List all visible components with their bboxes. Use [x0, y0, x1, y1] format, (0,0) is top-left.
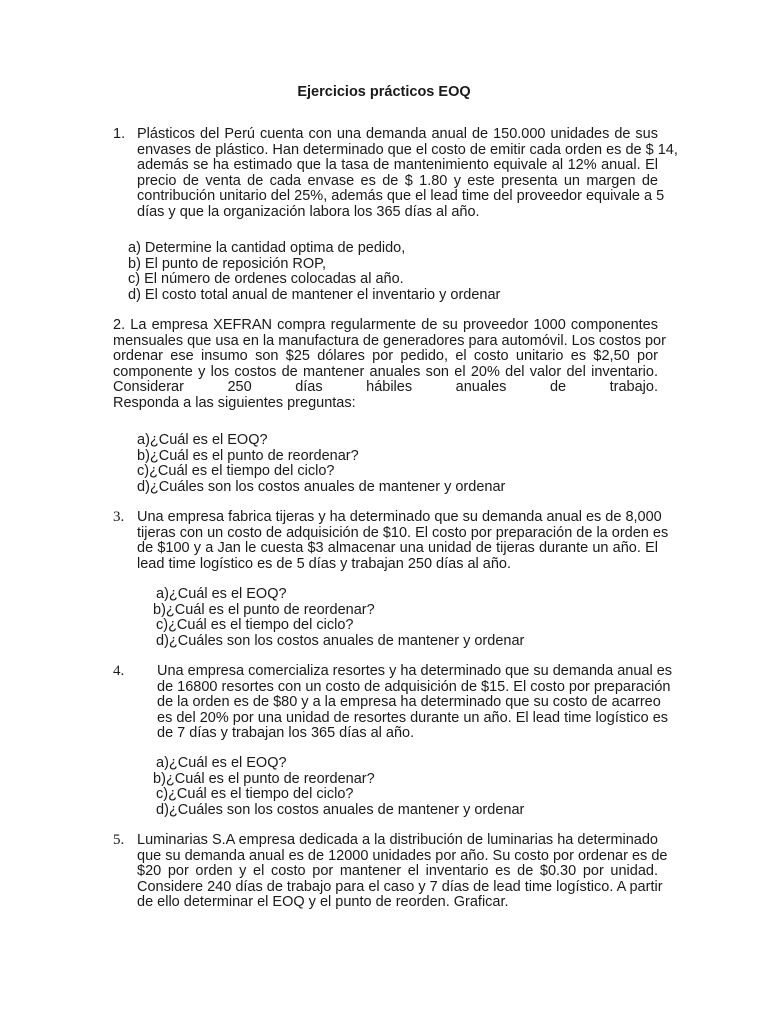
exercise-3-line: tijeras con un costo de adquisición de $10. El costo por preparación de la orden es: [137, 524, 669, 541]
question-item: b)¿Cuál es el punto de reordenar?: [137, 447, 359, 464]
exercise-2-text: [113, 317, 666, 412]
exercise-3-line: lead time logístico es de 5 días y trabajan 250 días al año.: [137, 555, 512, 572]
question-item: b) El punto de reposición ROP,: [128, 255, 327, 272]
exercise-1-text: [137, 126, 678, 221]
question-item: c) El número de ordenes colocadas al año.: [128, 271, 404, 288]
exercise-2-line: Responda a las siguientes preguntas:: [113, 394, 356, 411]
exercise-2-line: Considerar 250 días hábiles anuales de trabajo.: [113, 379, 658, 396]
exercise-1-line: contribución unitario del 25%, además que el lead time del proveedor equivale a 5: [137, 188, 665, 205]
exercise-5-line: $20 por orden y el costo por mantener el inventario es de $0.30 por unidad.: [137, 863, 658, 880]
question-item: a)¿Cuál es el EOQ?: [137, 432, 268, 448]
question-item: a)¿Cuál es el EOQ?: [156, 755, 287, 771]
exercise-5-number: 5.: [113, 832, 125, 848]
exercise-4-line: de la orden es de $80 y a la empresa ha determinado que su costo de acarreo: [157, 694, 661, 711]
exercise-3-line: Una empresa fabrica tijeras y ha determinado que su demanda anual es de 8,000: [137, 509, 662, 525]
question-item: c)¿Cuál es el tiempo del ciclo?: [156, 786, 354, 803]
exercise-3-questions: [153, 587, 524, 649]
exercise-1-number: 1.: [113, 126, 126, 142]
exercise-1-questions: [128, 241, 500, 303]
exercise-5-line: Considere 240 días de trabajo para el caso y 7 días de lead time logístico. A partir: [137, 878, 663, 895]
exercise-4-line: de 16800 resortes con un costo de adquisición de $15. El costo por preparación: [157, 678, 671, 695]
exercise-4-line: es del 20% por una unidad de resortes durante un año. El lead time logístico es: [157, 709, 669, 726]
exercise-4-line: Una empresa comercializa resortes y ha determinado que su demanda anual es: [157, 663, 673, 679]
question-item: a)¿Cuál es el EOQ?: [156, 586, 287, 602]
exercise-2-line: ordenar ese insumo son $25 dólares por pedido, el costo unitario es $2,50 por: [113, 348, 658, 365]
exercise-1-line: envases de plástico. Han determinado que el costo de emitir cada orden es de $ 14,: [137, 141, 678, 158]
exercise-1-line: además se ha estimado que la tasa de mantenimiento equivale al 12% anual. El: [137, 157, 658, 174]
question-item: d)¿Cuáles son los costos anuales de mantener y ordenar: [156, 632, 525, 649]
exercise-5-text: [137, 832, 668, 911]
question-item: a) Determine la cantidad optima de pedido,: [128, 240, 406, 256]
exercise-3-number: 3.: [113, 509, 125, 525]
question-item: c)¿Cuál es el tiempo del ciclo?: [137, 463, 335, 480]
exercise-5-line: que su demanda anual es de 12000 unidades por año. Su costo por ordenar es de: [137, 847, 668, 864]
exercise-3-text: [137, 509, 669, 572]
exercise-4-number: 4.: [113, 663, 125, 679]
question-item: d)¿Cuáles son los costos anuales de mantener y ordenar: [156, 801, 525, 818]
exercise-2-line: mensuales que usa en la manufactura de generadores para automóvil. Los costos por: [113, 332, 666, 349]
question-item: d) El costo total anual de mantener el inventario y ordenar: [128, 286, 501, 303]
document-title: Ejercicios prácticos EOQ: [297, 84, 471, 100]
question-item: c)¿Cuál es el tiempo del ciclo?: [156, 617, 354, 634]
exercise-4-text: [157, 663, 673, 742]
question-item: d)¿Cuáles son los costos anuales de mantener y ordenar: [137, 478, 506, 495]
question-item: b)¿Cuál es el punto de reordenar?: [153, 601, 375, 618]
exercise-4-line: de 7 días y trabajan los 365 días al año.: [157, 725, 415, 742]
exercise-2-line: componente y los costos de mantener anuales son el 20% del valor del inventario.: [113, 363, 658, 380]
exercise-2-line: 2. La empresa XEFRAN compra regularmente de su proveedor 1000 componentes: [113, 317, 658, 333]
exercise-5-line: de ello determinar el EOQ y el punto de reorden. Graficar.: [137, 894, 509, 911]
exercise-5-line: Luminarias S.A empresa dedicada a la distribución de luminarias ha determinado: [137, 832, 658, 848]
exercise-4-questions: [153, 756, 524, 818]
exercise-1-line: Plásticos del Perú cuenta con una demanda anual de 150.000 unidades de sus: [137, 126, 658, 142]
exercise-1-line: precio de venta de cada envase es de $ 1.80 y este presenta un margen de: [137, 172, 658, 189]
exercise-1-line: días y que la organización labora los 365 días al año.: [137, 203, 480, 220]
exercise-2-questions: [137, 433, 505, 495]
exercise-3-line: de $100 y a Jan le cuesta $3 almacenar una unidad de tijeras durante un año. El: [137, 540, 658, 557]
question-item: b)¿Cuál es el punto de reordenar?: [153, 770, 375, 787]
